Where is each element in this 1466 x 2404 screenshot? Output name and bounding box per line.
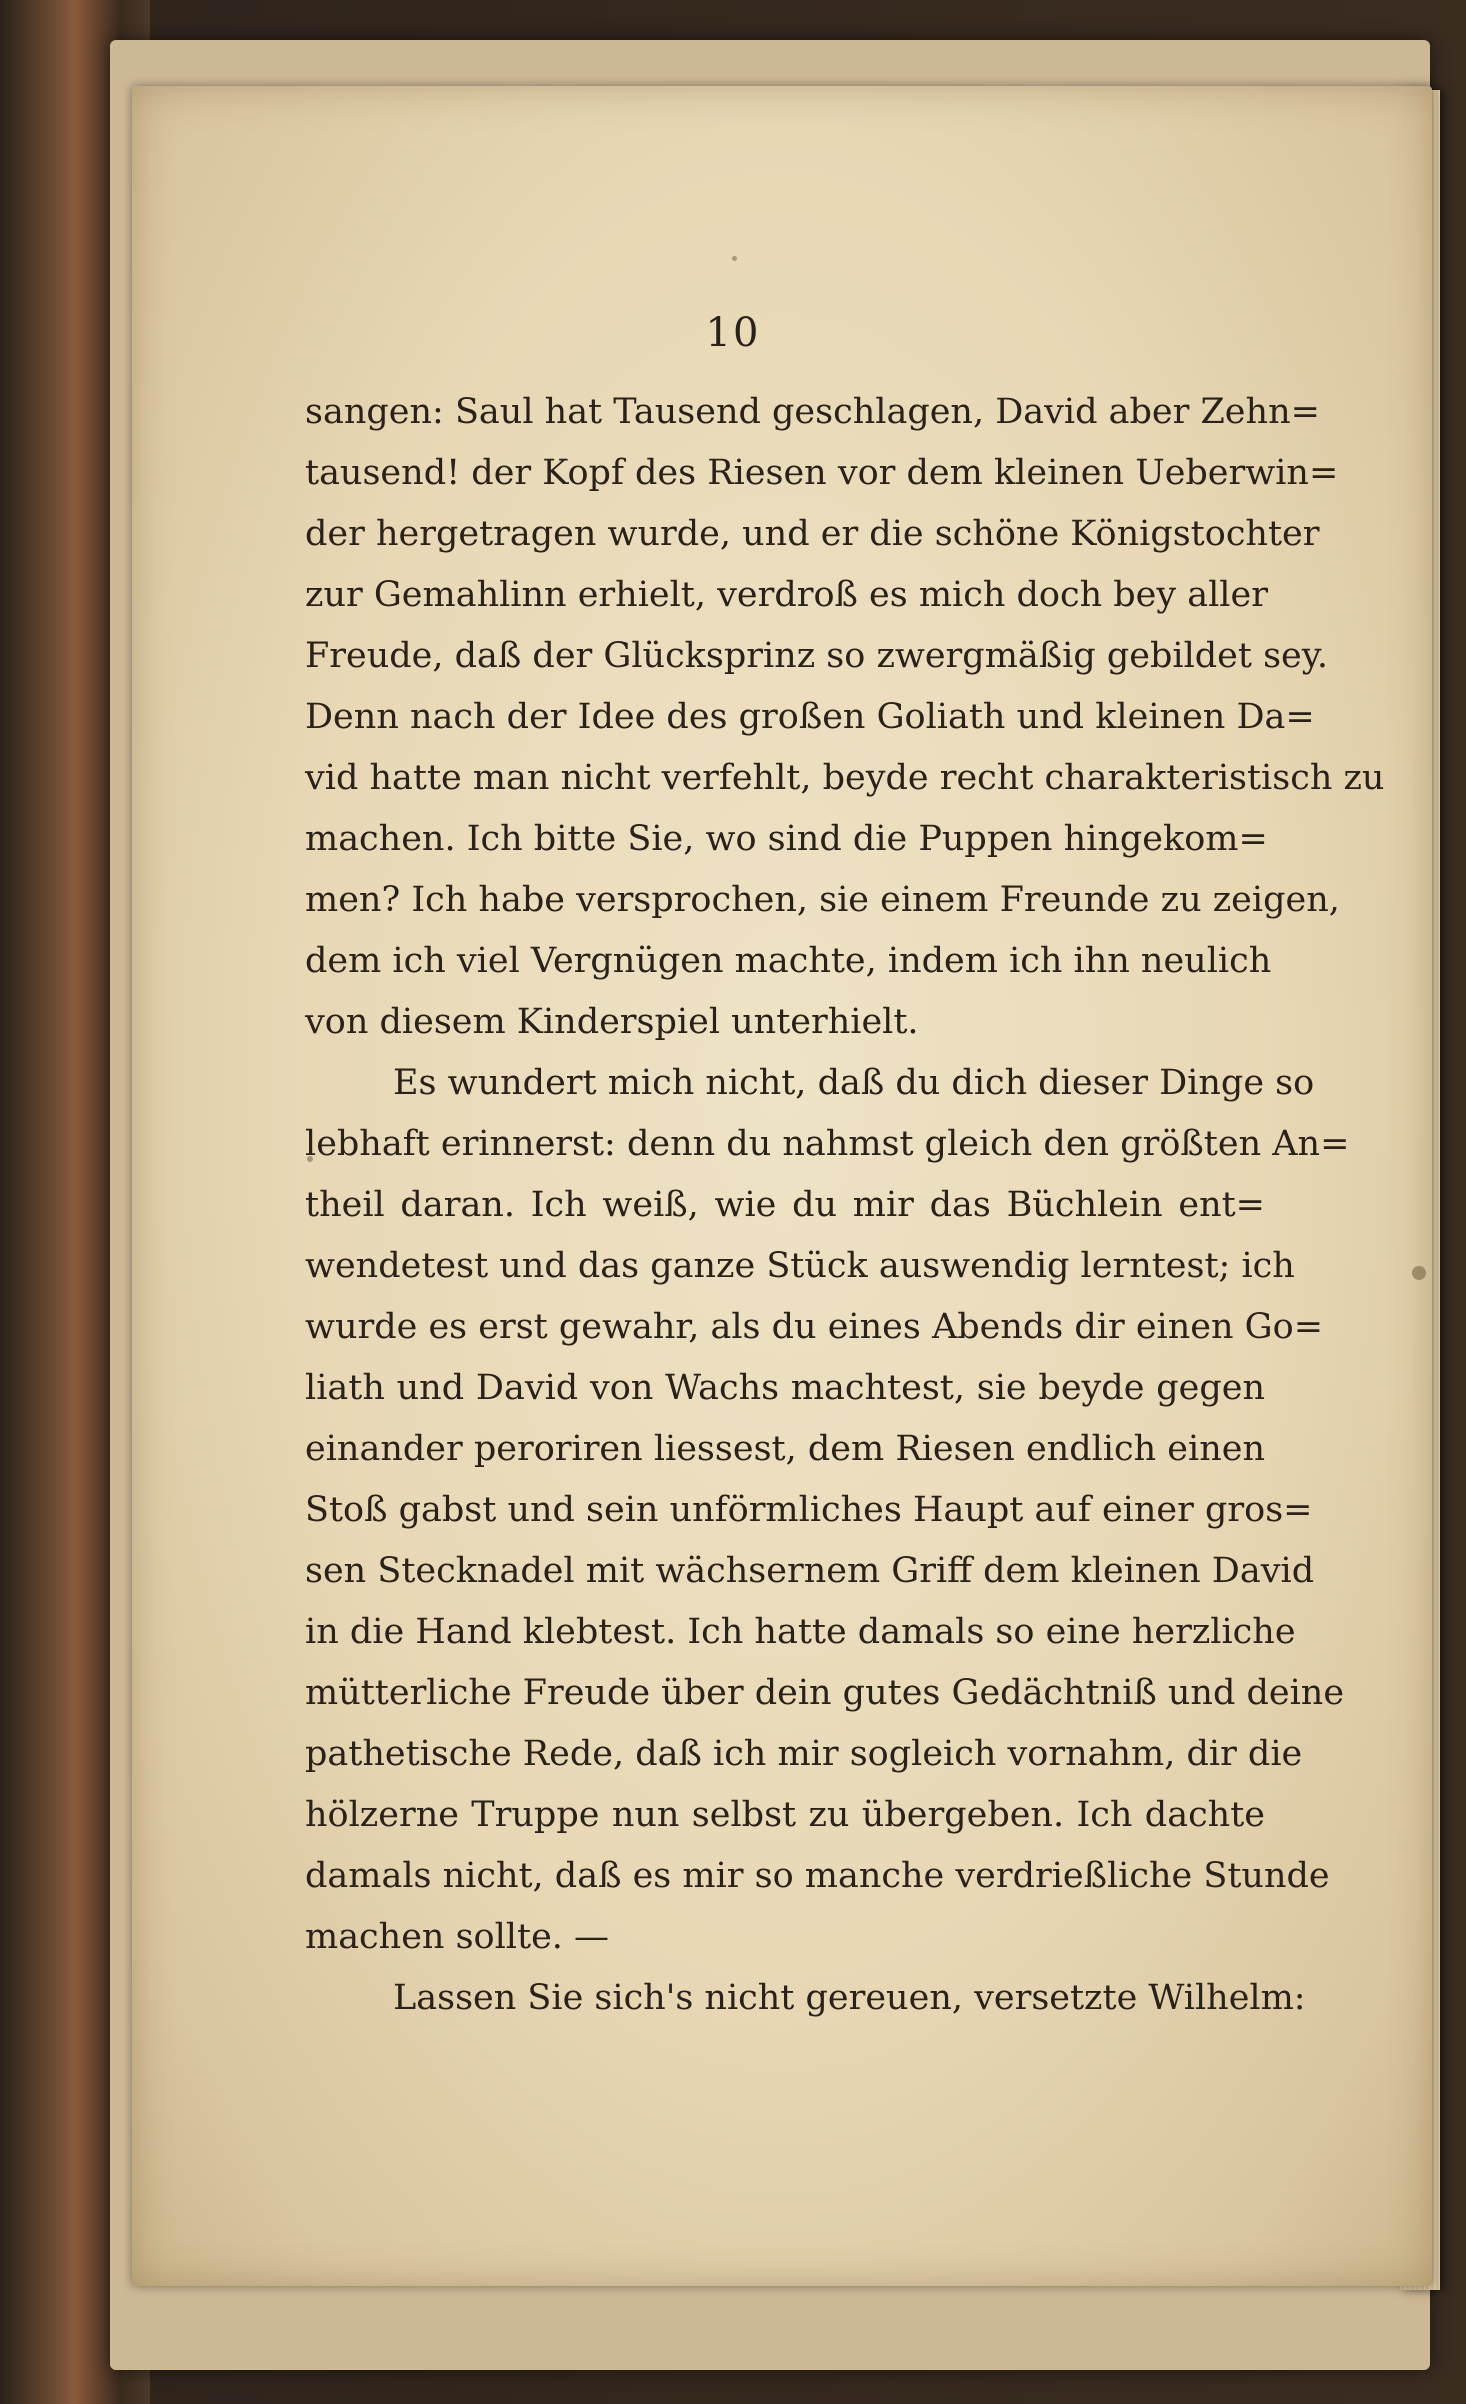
text-line: Denn nach der Idee des großen Goliath und kleinen Da=	[305, 697, 1315, 737]
text-line: hölzerne Truppe nun selbst zu übergeben. Ich dachte	[305, 1795, 1265, 1835]
text-line: Lassen Sie sich's nicht gereuen, versetzte Wilhelm:	[393, 1978, 1306, 2018]
text-line: vid hatte man nicht verfehlt, beyde recht charakteristisch zu	[305, 758, 1385, 798]
text-line: machen sollte. —	[305, 1917, 610, 1957]
text-line: in die Hand klebtest. Ich hatte damals so eine herzliche	[305, 1612, 1296, 1652]
text-line: zur Gemahlinn erhielt, verdroß es mich doch bey aller	[305, 575, 1268, 615]
body-text	[305, 382, 1385, 2029]
text-line: dem ich viel Vergnügen machte, indem ich ihn neulich	[305, 941, 1272, 981]
text-line: machen. Ich bitte Sie, wo sind die Puppen hingekom=	[305, 819, 1268, 859]
text-line: mütterliche Freude über dein gutes Gedächtniß und deine	[305, 1673, 1345, 1713]
text-line: Es wundert mich nicht, daß du dich dieser Dinge so	[393, 1063, 1315, 1103]
text-line: der hergetragen wurde, und er die schöne Königstochter	[305, 514, 1320, 554]
text-line: pathetische Rede, daß ich mir sogleich vornahm, dir die	[305, 1734, 1303, 1774]
text-line: wendetest und das ganze Stück auswendig lerntest; ich	[305, 1246, 1295, 1286]
paper-stain	[732, 256, 737, 261]
text-line: von diesem Kinderspiel unterhielt.	[305, 1002, 919, 1042]
text-line: lebhaft erinnerst: denn du nahmst gleich den größten An=	[305, 1124, 1350, 1164]
text-line: sangen: Saul hat Tausend geschlagen, David aber Zehn=	[305, 392, 1320, 432]
paper-stain	[1412, 1266, 1426, 1280]
text-line: sen Stecknadel mit wächsernem Griff dem kleinen David	[305, 1551, 1315, 1591]
text-line: Freude, daß der Glücksprinz so zwergmäßig gebildet sey.	[305, 636, 1328, 676]
text-line: theil daran. Ich weiß, wie du mir das Büchlein ent=	[305, 1185, 1265, 1225]
text-line: Stoß gabst und sein unförmliches Haupt auf einer gros=	[305, 1490, 1313, 1530]
text-line: liath und David von Wachs machtest, sie beyde gegen	[305, 1368, 1265, 1408]
text-line: tausend! der Kopf des Riesen vor dem kleinen Ueberwin=	[305, 453, 1339, 493]
text-line: einander peroriren liessest, dem Riesen endlich einen	[305, 1429, 1265, 1469]
text-line: wurde es erst gewahr, als du eines Abends dir einen Go=	[305, 1307, 1324, 1347]
text-line: men? Ich habe versprochen, sie einem Freunde zu zeigen,	[305, 880, 1340, 920]
page-number: 10	[705, 310, 761, 356]
text-line: damals nicht, daß es mir so manche verdrießliche Stunde	[305, 1856, 1330, 1896]
